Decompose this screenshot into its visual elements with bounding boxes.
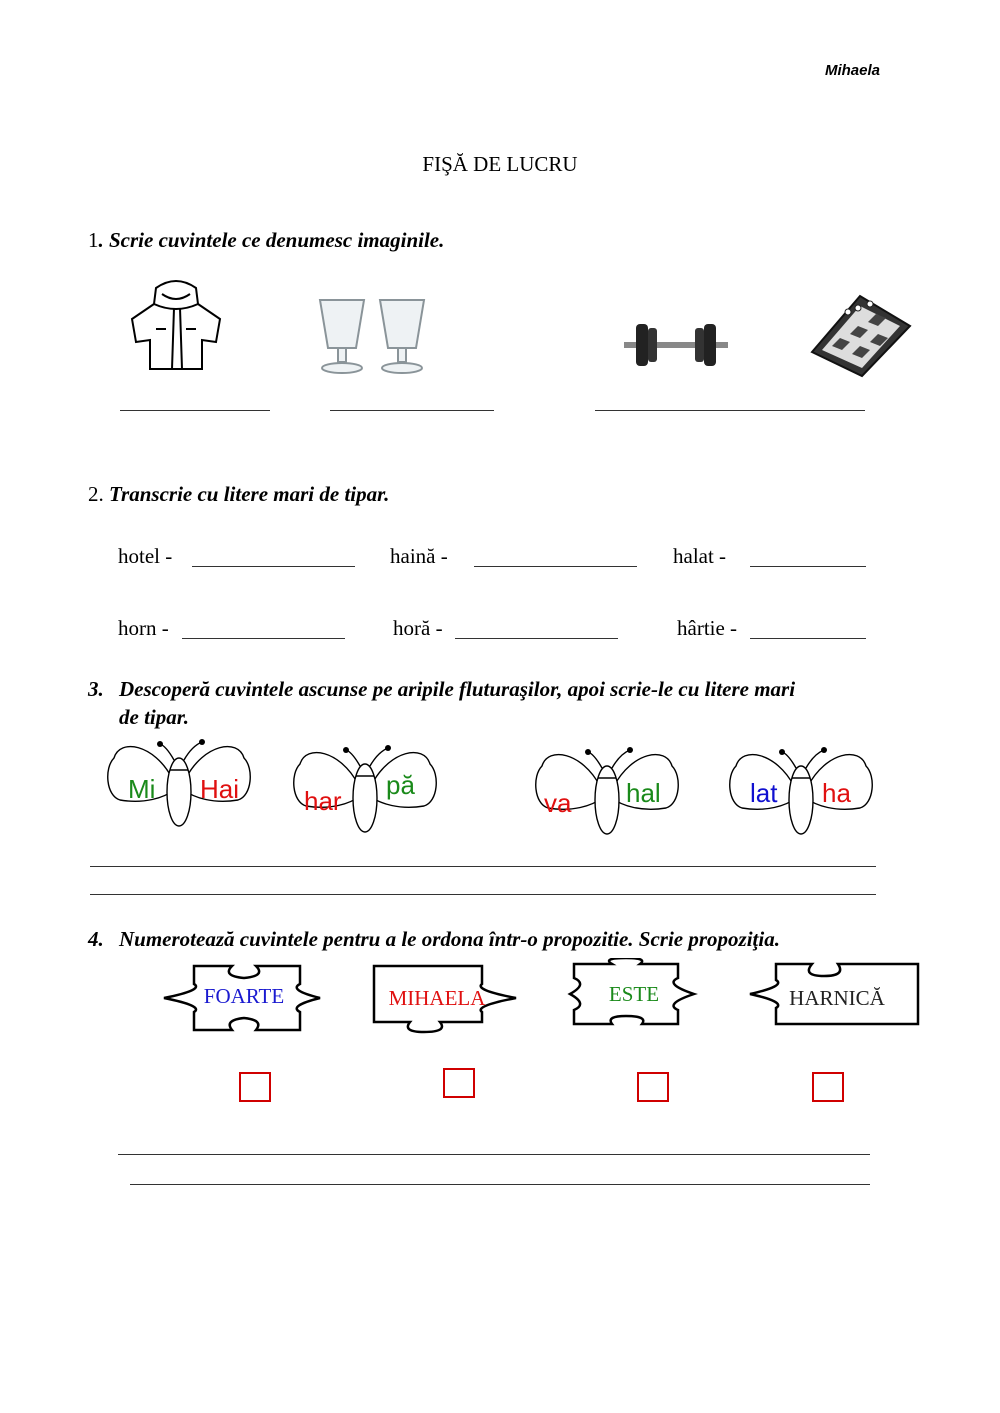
number-box[interactable] <box>239 1072 271 1102</box>
number-box[interactable] <box>812 1072 844 1102</box>
question-3-text: Descoperă cuvintele ascunse pe aripile fluturaşilor, apoi scrie-le cu litere mari <box>119 677 796 701</box>
butterfly <box>726 746 876 838</box>
answer-line[interactable] <box>130 1184 870 1185</box>
wing-left-syllable: lat <box>750 778 778 808</box>
puzzle-word: ESTE <box>608 982 660 1006</box>
question-1-text: . Scrie cuvintele ce denumesc imaginile. <box>98 228 445 252</box>
wing-left-syllable: har <box>304 786 342 816</box>
word-item: halat - <box>673 544 727 568</box>
answer-line[interactable] <box>595 410 865 411</box>
author-name: Mihaela <box>824 62 880 79</box>
puzzle-piece <box>160 962 330 1034</box>
word-item: horn - <box>118 616 169 640</box>
jacket-icon <box>126 274 226 374</box>
answer-line[interactable] <box>90 866 876 867</box>
word-item: hotel - <box>118 544 173 568</box>
butterfly <box>290 744 440 836</box>
chessboard-icon <box>808 292 914 378</box>
wing-left-syllable: va <box>544 788 572 818</box>
glasses-icon <box>312 296 438 378</box>
butterfly <box>532 746 682 838</box>
question-1-number: 1 <box>88 228 99 252</box>
answer-line[interactable] <box>90 894 876 895</box>
word-item: horă - <box>393 616 443 640</box>
answer-line[interactable] <box>118 1154 870 1155</box>
question-3 <box>88 677 795 702</box>
question-4-text: Numerotează cuvintele pentru a le ordona într-o propozitie. Scrie propoziţia. <box>119 927 780 951</box>
answer-line[interactable] <box>330 410 494 411</box>
wing-right-syllable: hal <box>626 778 661 808</box>
answer-line[interactable] <box>182 638 345 639</box>
question-4-number: 4. <box>88 927 104 951</box>
answer-line[interactable] <box>192 566 355 567</box>
dumbbell-icon <box>624 318 728 372</box>
question-1 <box>88 228 444 253</box>
wing-right-syllable: pă <box>386 770 415 800</box>
puzzle-word: FOARTE <box>203 984 285 1008</box>
puzzle-word: HARNICĂ <box>789 986 885 1010</box>
butterfly-icon <box>726 746 876 838</box>
puzzle-piece <box>746 962 920 1028</box>
puzzle-word: MIHAELA <box>388 986 486 1010</box>
answer-line[interactable] <box>750 638 866 639</box>
answer-line[interactable] <box>474 566 637 567</box>
question-3-number: 3. <box>88 677 104 701</box>
answer-line[interactable] <box>750 566 866 567</box>
butterfly <box>104 738 254 830</box>
question-2-text: Transcrie cu litere mari de tipar. <box>109 482 390 506</box>
puzzle-piece <box>566 958 706 1030</box>
question-4 <box>88 927 780 952</box>
word-item: haină - <box>390 544 448 568</box>
word-item: hârtie - <box>677 616 738 640</box>
answer-line[interactable] <box>120 410 270 411</box>
question-2-number: 2. <box>88 482 104 506</box>
answer-line[interactable] <box>455 638 618 639</box>
wing-right-syllable: ha <box>822 778 851 808</box>
number-box[interactable] <box>637 1072 669 1102</box>
question-3-text-cont: de tipar. <box>119 705 190 729</box>
puzzle-piece <box>370 962 520 1034</box>
wing-right-syllable: Hai <box>200 774 240 804</box>
wing-left-syllable: Mi <box>128 774 156 804</box>
question-2 <box>88 482 389 507</box>
number-box[interactable] <box>443 1068 475 1098</box>
page-title: FIŞĂ DE LUCRU <box>422 152 578 176</box>
